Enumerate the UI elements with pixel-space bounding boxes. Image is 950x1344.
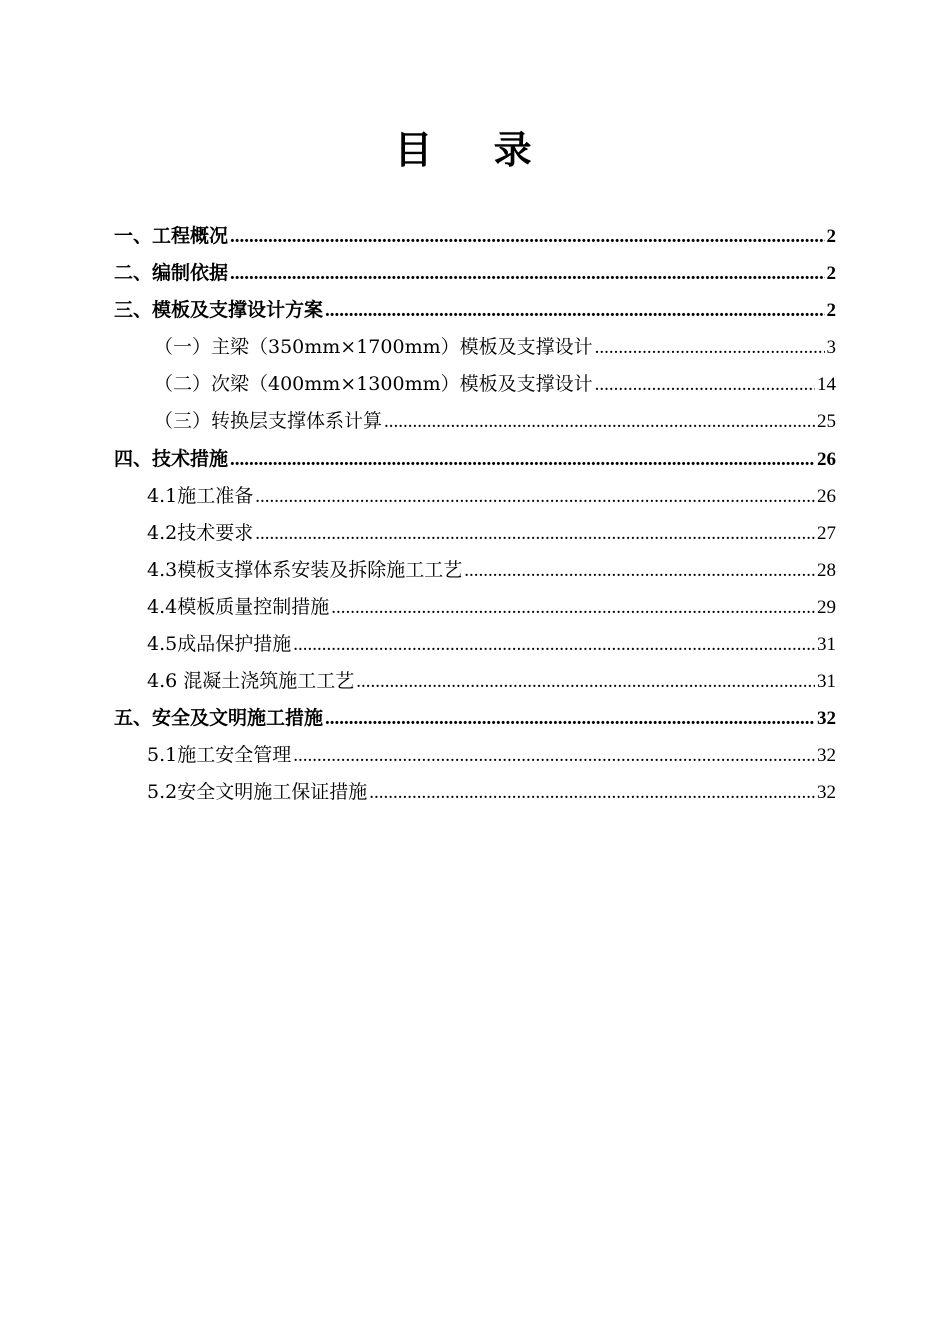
toc-entry[interactable] xyxy=(114,478,836,515)
table-of-contents xyxy=(114,218,836,812)
toc-leader xyxy=(595,366,815,403)
toc-leader xyxy=(230,218,824,255)
toc-page-number: 2 xyxy=(826,226,836,247)
toc-entry-text: 四、技术措施 xyxy=(114,447,229,470)
toc-page-number: 27 xyxy=(817,522,836,544)
toc-page-number: 31 xyxy=(817,671,836,693)
toc-entry-text: （三）转换层支撑体系计算 xyxy=(154,410,383,433)
toc-entry[interactable] xyxy=(114,292,836,329)
toc-entry-text: 三、模板及支撑设计方案 xyxy=(114,299,324,322)
toc-page-number: 29 xyxy=(817,596,836,618)
toc-leader xyxy=(293,626,815,663)
toc-entry-text: 二、编制依据 xyxy=(114,262,229,285)
toc-page-number: 25 xyxy=(817,411,836,433)
toc-page-number: 14 xyxy=(817,374,836,396)
toc-entry-text: （一）主梁（350mm×1700mm）模板及支撑设计 xyxy=(154,336,593,359)
toc-entry[interactable] xyxy=(114,441,836,478)
toc-leader xyxy=(293,737,815,774)
toc-leader xyxy=(325,700,815,737)
toc-entry[interactable] xyxy=(114,515,836,552)
toc-page-number: 2 xyxy=(826,263,836,285)
toc-entry-text: 5.2安全文明施工保证措施 xyxy=(147,781,368,804)
toc-entry-text: 4.1施工准备 xyxy=(147,484,254,507)
toc-page-number: 32 xyxy=(817,782,836,804)
toc-entry-text: 4.3模板支撑体系安装及拆除施工工艺 xyxy=(147,558,463,581)
toc-leader xyxy=(384,403,815,440)
toc-page-number: 26 xyxy=(817,448,836,470)
toc-entry[interactable] xyxy=(114,589,836,626)
toc-entry[interactable] xyxy=(114,737,836,774)
toc-entry-text: 5.1施工安全管理 xyxy=(147,744,292,767)
toc-entry-text: 4.6 混凝土浇筑施工工艺 xyxy=(147,670,355,693)
toc-entry-text: 4.4模板质量控制措施 xyxy=(147,595,330,618)
toc-entry[interactable] xyxy=(114,663,836,700)
toc-page-number: 26 xyxy=(817,485,836,507)
toc-page-number: 32 xyxy=(817,745,836,767)
toc-entry[interactable] xyxy=(114,255,836,292)
toc-entry-text: 4.5成品保护措施 xyxy=(147,633,292,656)
toc-entry[interactable] xyxy=(114,700,836,737)
toc-leader xyxy=(595,329,825,366)
toc-leader xyxy=(356,663,815,700)
toc-entry[interactable] xyxy=(114,403,836,440)
toc-entry[interactable] xyxy=(114,774,836,811)
toc-leader xyxy=(255,478,815,515)
toc-entry[interactable] xyxy=(114,552,836,589)
toc-page-number: 32 xyxy=(817,708,836,730)
toc-page-number: 31 xyxy=(817,634,836,656)
toc-leader xyxy=(369,774,815,811)
toc-entry[interactable] xyxy=(114,329,836,366)
toc-leader xyxy=(255,515,815,552)
toc-entry-text: 五、安全及文明施工措施 xyxy=(114,707,324,730)
toc-page-number: 28 xyxy=(817,559,836,581)
toc-leader xyxy=(230,255,824,292)
toc-entry-text: 一、工程概况 xyxy=(114,225,229,247)
toc-leader xyxy=(325,292,824,329)
toc-entry[interactable] xyxy=(114,366,836,403)
toc-entry[interactable] xyxy=(114,218,836,255)
toc-leader xyxy=(230,441,815,478)
page-title: 目 录 xyxy=(394,128,556,172)
toc-page-number: 2 xyxy=(826,300,836,322)
toc-leader xyxy=(464,552,815,589)
toc-entry-text: （二）次梁（400mm×1300mm）模板及支撑设计 xyxy=(154,373,593,396)
toc-entry[interactable] xyxy=(114,626,836,663)
toc-leader xyxy=(331,589,815,626)
toc-entry-text: 4.2技术要求 xyxy=(147,521,254,544)
toc-page-number: 3 xyxy=(826,337,836,359)
